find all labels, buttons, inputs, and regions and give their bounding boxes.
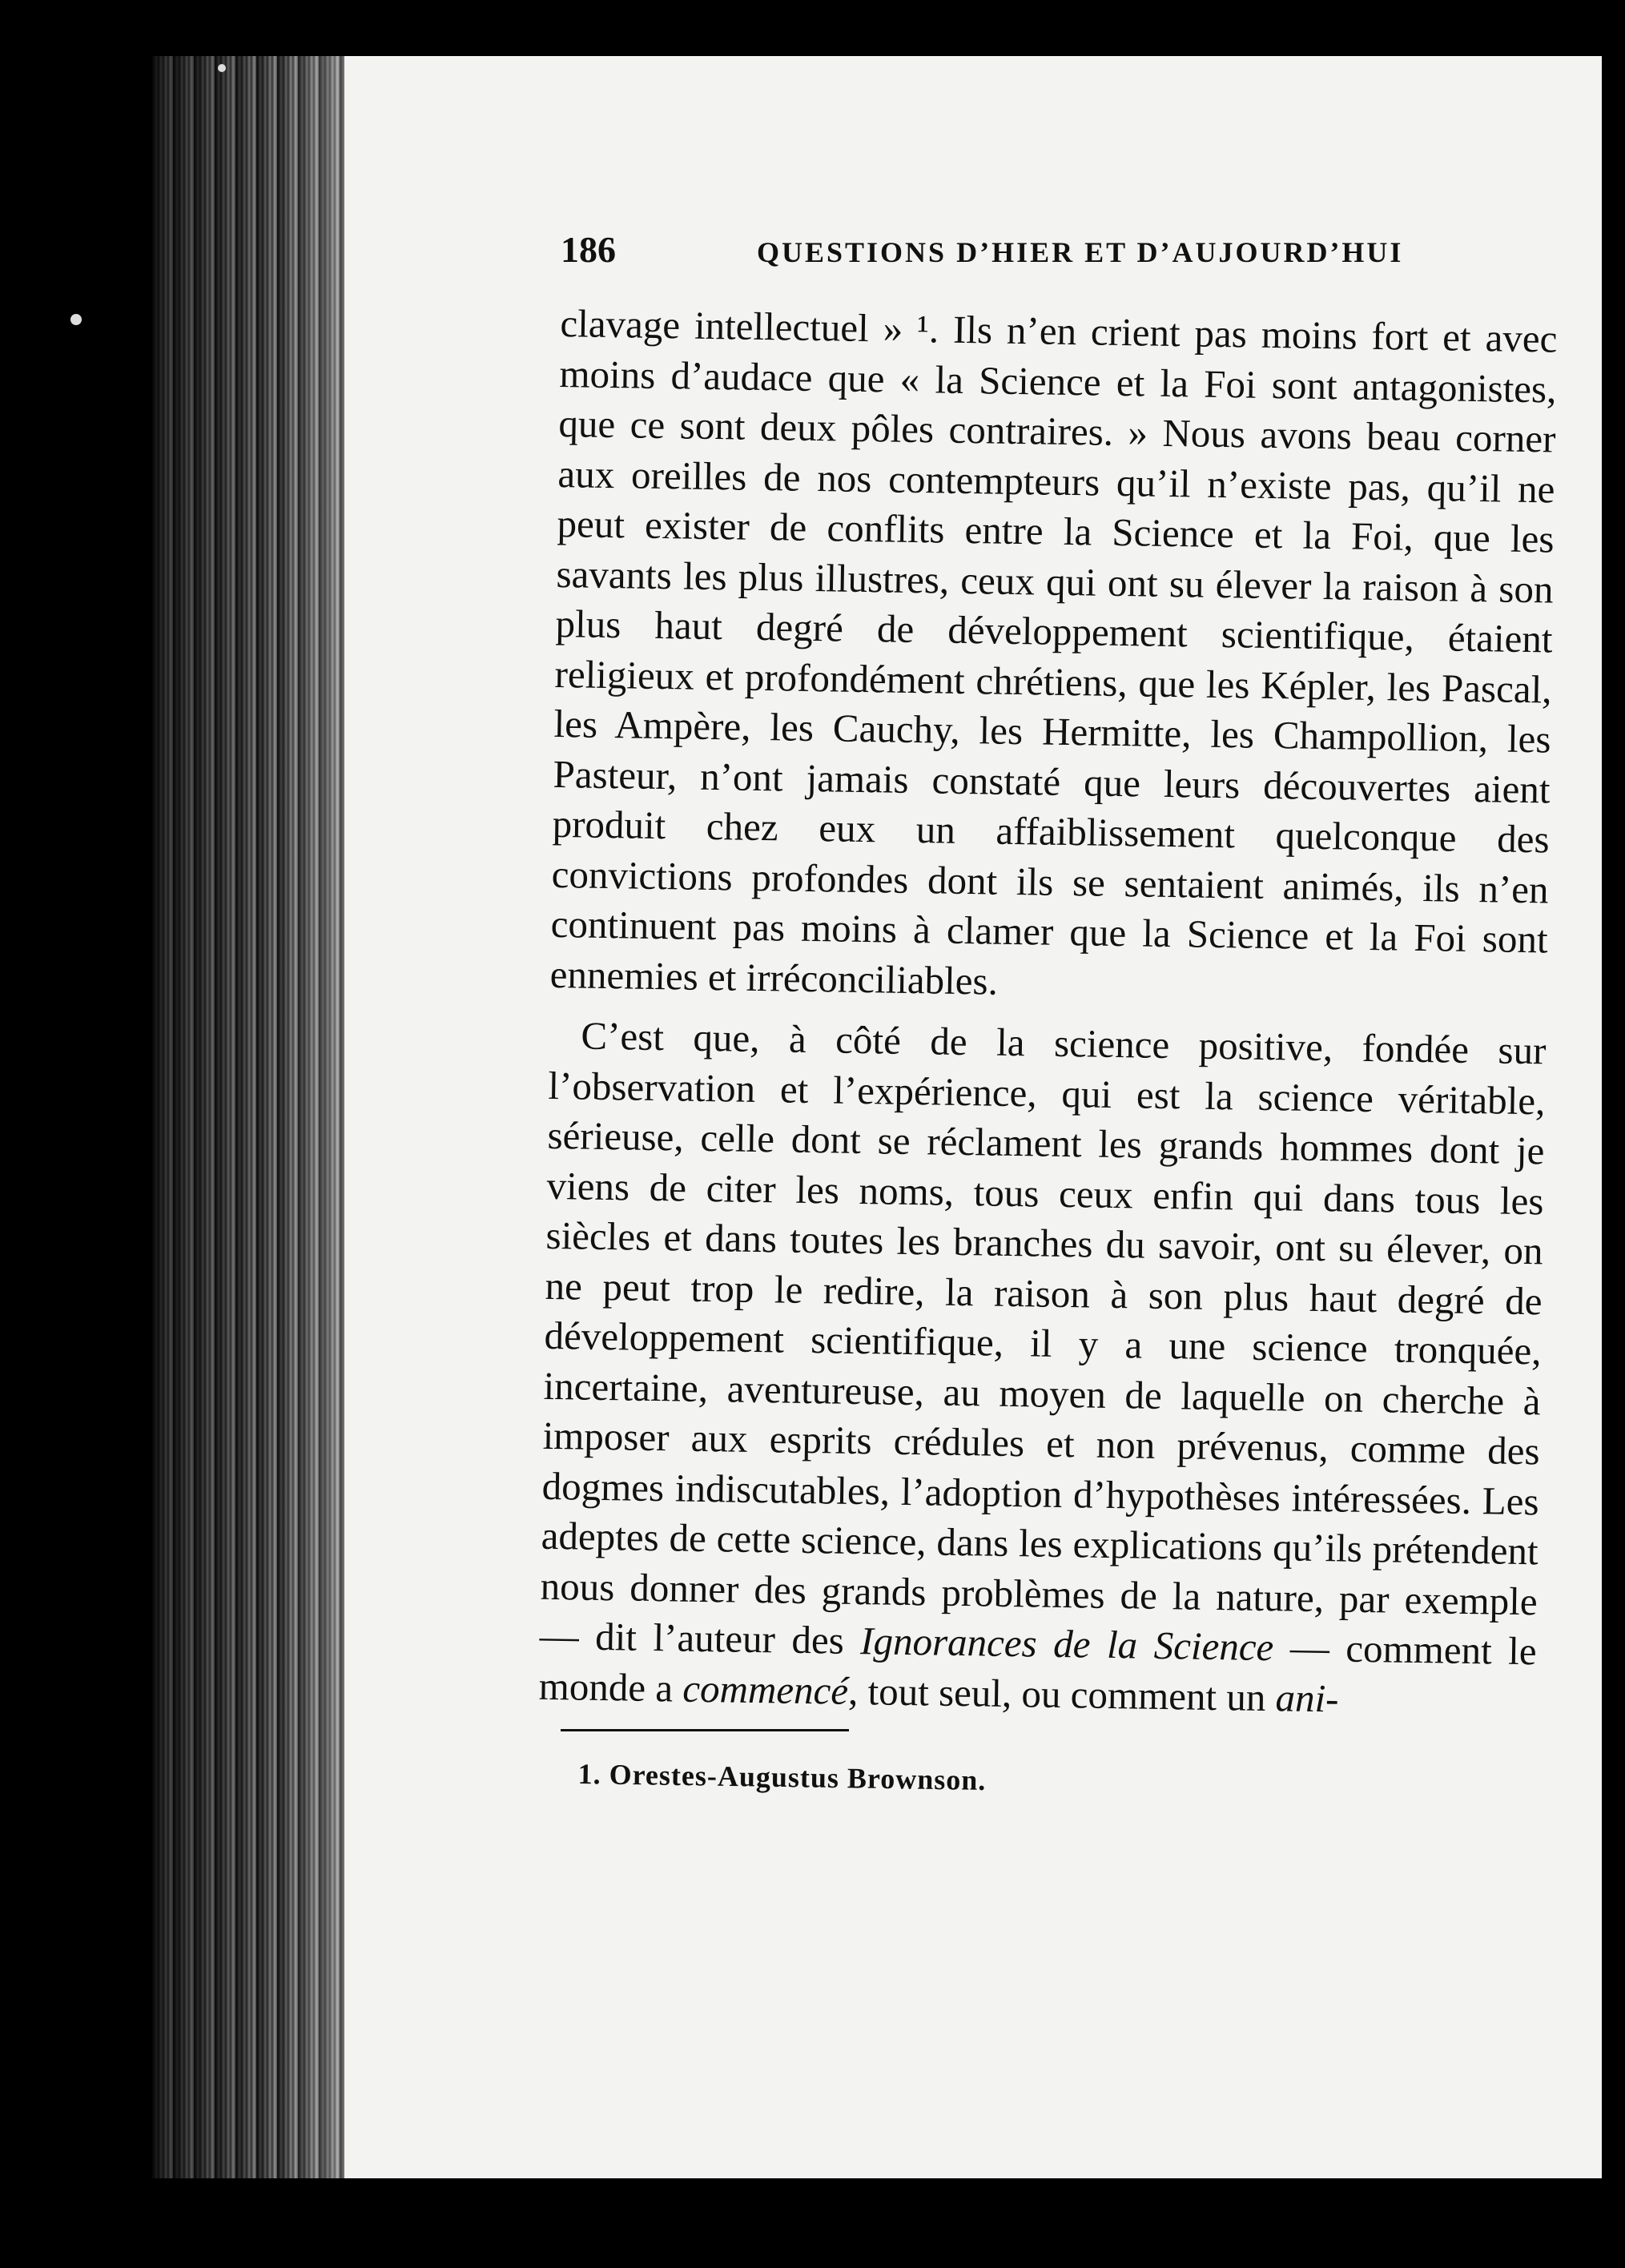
italic-title: Ignorances de la Science: [859, 1619, 1274, 1670]
running-head: [561, 228, 1558, 284]
paragraph: [538, 1011, 1547, 1727]
paragraph: clavage intellectuel » ¹. Ils n’en crient pas moins fort et avec moins d’audace que « la Science et la Foi sont antagonistes, que ce sont deux pôles contraires. » Nous avons beau corner aux oreilles de nos contempteurs qu’il n’existe pas, qu’il ne peut exister de conflits entre la Science et la Foi, que les savants les plus illustres, ceux qui ont su élever la raison à son plus haut degré de développement scientifique, étaient religieux et profondément chrétiens, que les Képler, les Pascal, les Ampère, les Cauchy, les Hermitte, les Champollion, les Pasteur, n’ont jamais constaté que leurs découvertes aient produit chez eux un affaiblissement quelconque des convictions profondes dont ils se sentaient animés, ils n’en continuent pas moins à clamer que la Science et la Foi sont ennemies et irréconciliables.: [549, 300, 1558, 1003]
running-title: QUESTIONS D’HIER ET D’AUJOURD’HUI: [757, 236, 1404, 268]
text-run: , tout seul, ou comment un: [847, 1668, 1266, 1719]
book-page: [344, 56, 1602, 2178]
footnote: 1. Orestes-Augustus Brownson.: [577, 1758, 987, 1797]
scan-speck: [218, 64, 226, 72]
italic-word: ani-: [1275, 1675, 1339, 1720]
page-content: [538, 228, 1558, 1797]
italic-word: commencé: [682, 1666, 849, 1713]
scan-binding-edge: [152, 56, 368, 2178]
footnote-rule: [561, 1729, 849, 1731]
scan-speck: [70, 314, 82, 325]
text-run: C’est que, à côté de la science positive, fondée sur l’observation et l’expérience, qui est la science véritable, sérieuse, celle dont se réclament les grands hommes dont je viens de citer les noms, tous ceux enfin qui dans tous les siècles et dans toutes les branches du savoir, ont su élever, on ne peut trop le redire, la raison à son plus haut degré de développement scientifique, il y a une science tronquée, incertaine, aventureuse, au moyen de laquelle on cherche à imposer aux esprits crédules et non prévenus, comme des dogmes indiscutables, l’adoption d’hypothèses intéressées. Les adeptes de cette science, dans les explications qu’ils prétendent nous donner des grands problèmes de la nature, par exemple — dit l’auteur des: [539, 1013, 1547, 1663]
body-text: [538, 299, 1558, 1727]
text-run: — comment le monde a: [538, 1625, 1538, 1710]
page-number: 186: [561, 229, 616, 270]
